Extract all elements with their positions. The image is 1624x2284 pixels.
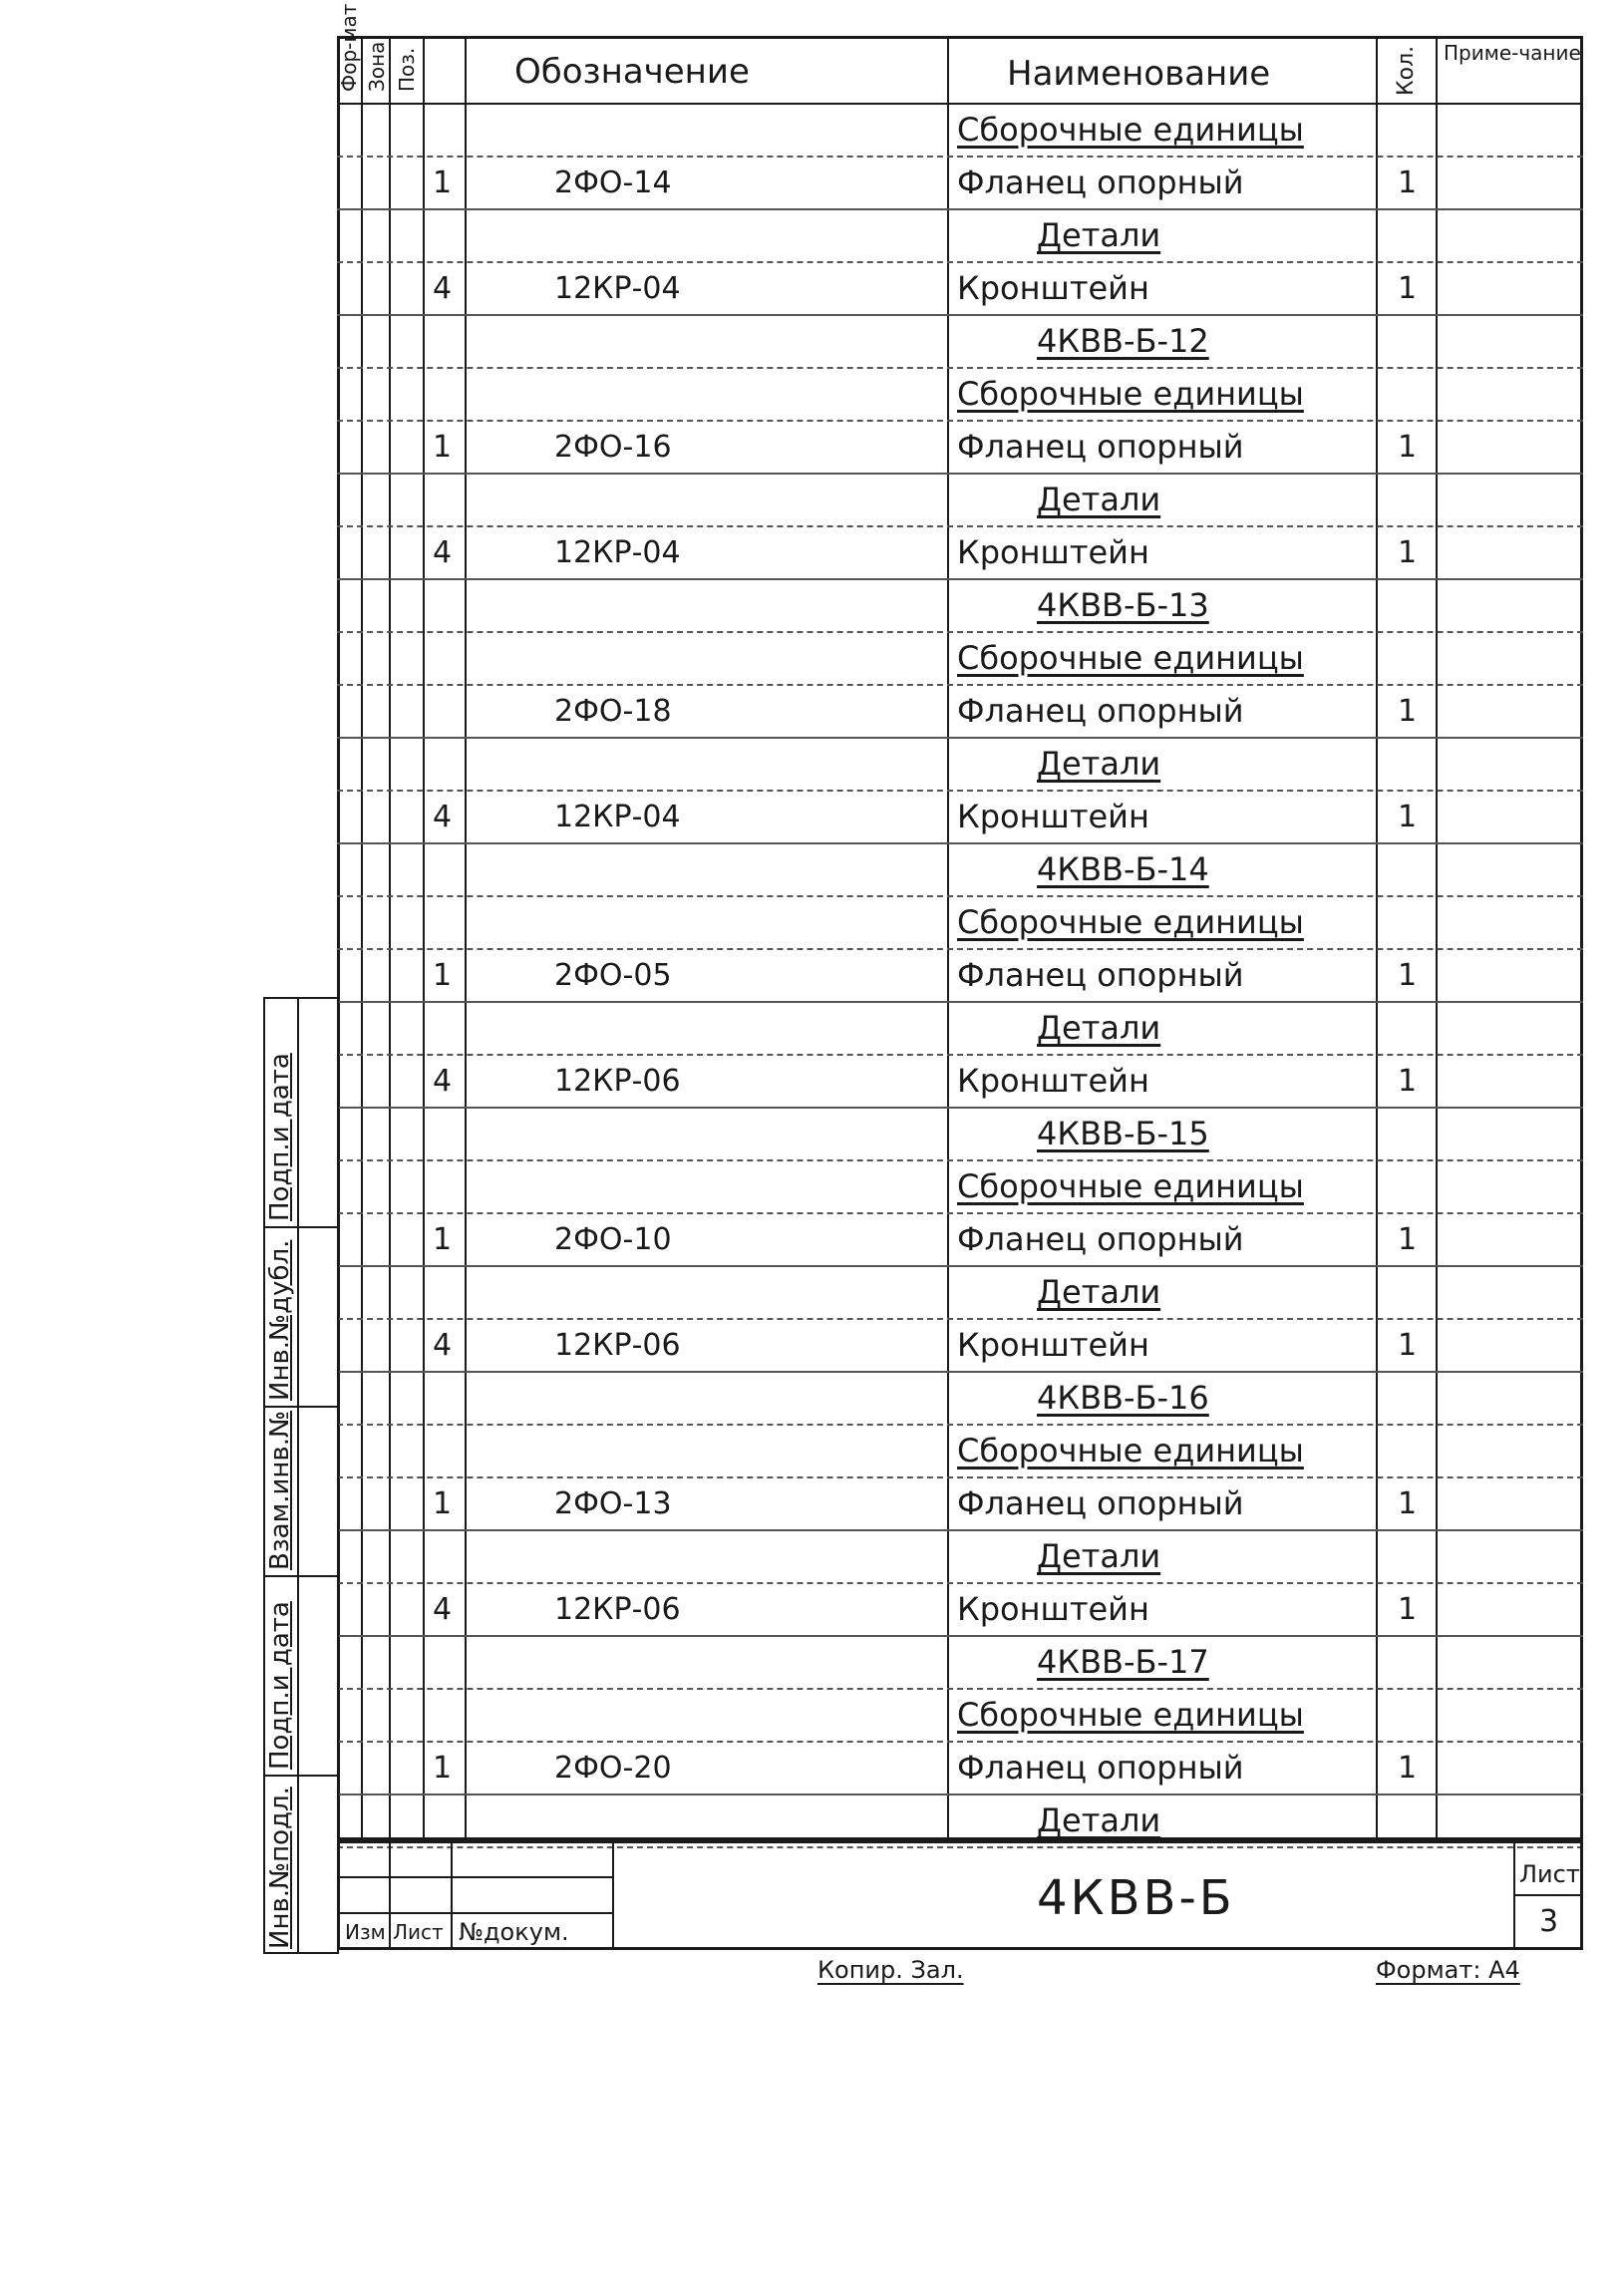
col-designation-line bbox=[465, 36, 467, 1840]
header-format: Фор-мат bbox=[337, 3, 361, 92]
header-name: Наименование bbox=[1007, 54, 1271, 94]
tb-row-2 bbox=[337, 1912, 612, 1914]
row-name: Фланец опорный bbox=[957, 1484, 1244, 1522]
col-pos-line bbox=[423, 36, 425, 1840]
row-line bbox=[337, 1159, 1583, 1161]
row-section-heading: Сборочные единицы bbox=[957, 639, 1304, 677]
row-name: Кронштейн bbox=[957, 1326, 1149, 1364]
row-name: Кронштейн bbox=[957, 533, 1149, 571]
row-designation: 2ФО-18 bbox=[554, 694, 672, 729]
tb-sheet-number: 3 bbox=[1539, 1904, 1559, 1939]
col-qty-line bbox=[1376, 36, 1378, 1840]
row-pos: 4 bbox=[433, 535, 453, 570]
row-section-heading: Сборочные единицы bbox=[957, 375, 1304, 413]
row-section-heading: Детали bbox=[1037, 1009, 1161, 1047]
row-designation: 12КР-04 bbox=[554, 535, 681, 570]
row-pos: 1 bbox=[433, 165, 453, 200]
row-line bbox=[337, 473, 1583, 475]
row-pos: 4 bbox=[433, 800, 453, 834]
row-section-heading: Детали bbox=[1037, 481, 1161, 518]
row-line bbox=[337, 1582, 1583, 1584]
row-pos: 1 bbox=[433, 1222, 453, 1257]
row-line bbox=[337, 1476, 1583, 1478]
row-name: Фланец опорный bbox=[957, 1220, 1244, 1258]
col-zone-line bbox=[389, 36, 391, 1840]
row-name: Кронштейн bbox=[957, 1062, 1149, 1100]
row-designation: 2ФО-16 bbox=[554, 430, 672, 465]
row-line bbox=[337, 261, 1583, 263]
header-note bbox=[1444, 41, 1581, 65]
header-pos: Поз. bbox=[395, 47, 419, 92]
row-section-heading: 4КВВ-Б-12 bbox=[1037, 322, 1209, 360]
row-line bbox=[337, 1371, 1583, 1373]
row-line bbox=[337, 1794, 1583, 1795]
row-pos: 4 bbox=[433, 271, 453, 306]
row-section-heading: Сборочные единицы bbox=[957, 111, 1304, 149]
row-line bbox=[337, 1318, 1583, 1320]
row-line bbox=[337, 367, 1583, 369]
col-name-line bbox=[947, 36, 949, 1840]
side-replace-inv: Взам.инв.№ bbox=[265, 1411, 295, 1570]
row-section-heading: Детали bbox=[1037, 1273, 1161, 1311]
row-line bbox=[337, 948, 1583, 950]
row-line bbox=[337, 208, 1583, 210]
row-section-heading: Детали bbox=[1037, 1801, 1161, 1839]
row-line bbox=[337, 1265, 1583, 1267]
side-stamp-sep-4 bbox=[263, 1775, 339, 1777]
row-name: Фланец опорный bbox=[957, 956, 1244, 994]
row-section-heading: Сборочные единицы bbox=[957, 903, 1304, 941]
row-line bbox=[337, 156, 1583, 158]
row-section-heading: Сборочные единицы bbox=[957, 1696, 1304, 1734]
row-qty: 1 bbox=[1398, 800, 1418, 834]
row-name: Фланец опорный bbox=[957, 428, 1244, 466]
row-section-heading: 4КВВ-Б-15 bbox=[1037, 1115, 1209, 1152]
row-qty: 1 bbox=[1398, 1222, 1418, 1257]
row-designation: 2ФО-13 bbox=[554, 1486, 672, 1521]
row-line bbox=[337, 1001, 1583, 1003]
row-qty: 1 bbox=[1398, 1328, 1418, 1363]
tb-line-2 bbox=[451, 1840, 453, 1950]
tb-format: Формат: А4 bbox=[1376, 1956, 1520, 1984]
row-section-heading: Детали bbox=[1037, 745, 1161, 783]
header-qty: Кол. bbox=[1394, 45, 1419, 96]
row-name: Кронштейн bbox=[957, 1590, 1149, 1628]
tb-sheet-sep bbox=[1513, 1894, 1583, 1896]
row-qty: 1 bbox=[1398, 535, 1418, 570]
row-line bbox=[337, 578, 1583, 580]
tb-docno-label: №докум. bbox=[459, 1918, 569, 1946]
row-section-heading: Сборочные единицы bbox=[957, 1432, 1304, 1469]
row-qty: 1 bbox=[1398, 1486, 1418, 1521]
row-pos: 1 bbox=[433, 430, 453, 465]
row-line bbox=[337, 842, 1583, 844]
header-designation: Обозначение bbox=[514, 52, 750, 92]
row-pos: 1 bbox=[433, 1486, 453, 1521]
row-qty: 1 bbox=[1398, 271, 1418, 306]
header-zone: Зона bbox=[365, 41, 389, 92]
row-pos: 1 bbox=[433, 958, 453, 993]
row-qty: 1 bbox=[1398, 694, 1418, 729]
row-line bbox=[337, 314, 1583, 316]
col-format-line bbox=[361, 36, 363, 1840]
row-designation: 2ФО-20 bbox=[554, 1751, 672, 1786]
row-section-heading: Детали bbox=[1037, 1537, 1161, 1575]
row-designation: 12КР-06 bbox=[554, 1592, 681, 1627]
row-section-heading: 4КВВ-Б-16 bbox=[1037, 1379, 1209, 1417]
row-line bbox=[337, 1635, 1583, 1637]
row-name: Фланец опорный bbox=[957, 692, 1244, 730]
side-sign-date-1: Подп.и дата bbox=[265, 1053, 295, 1221]
row-section-heading: 4КВВ-Б-13 bbox=[1037, 586, 1209, 624]
row-designation: 12КР-06 bbox=[554, 1064, 681, 1099]
row-qty: 1 bbox=[1398, 430, 1418, 465]
row-qty: 1 bbox=[1398, 165, 1418, 200]
tb-list-label: Лист bbox=[393, 1920, 444, 1944]
row-pos: 1 bbox=[433, 1751, 453, 1786]
row-section-heading: Детали bbox=[1037, 216, 1161, 254]
row-name: Кронштейн bbox=[957, 798, 1149, 835]
row-designation: 2ФО-05 bbox=[554, 958, 672, 993]
side-inv-dup: Инв.№дубл. bbox=[265, 1239, 295, 1401]
row-line bbox=[337, 420, 1583, 422]
row-line bbox=[337, 1741, 1583, 1743]
tb-row-1 bbox=[337, 1876, 612, 1878]
side-stamp-sep-1 bbox=[263, 1226, 339, 1228]
row-designation: 2ФО-10 bbox=[554, 1222, 672, 1257]
tb-line-3 bbox=[612, 1840, 614, 1950]
row-section-heading: Сборочные единицы bbox=[957, 1167, 1304, 1205]
row-designation: 12КР-04 bbox=[554, 271, 681, 306]
row-line bbox=[337, 1107, 1583, 1109]
header-bottom-line bbox=[337, 103, 1583, 105]
row-pos: 4 bbox=[433, 1064, 453, 1099]
row-qty: 1 bbox=[1398, 1592, 1418, 1627]
side-stamp-sep-2 bbox=[263, 1406, 339, 1408]
row-name: Фланец опорный bbox=[957, 163, 1244, 201]
row-line bbox=[337, 1054, 1583, 1056]
row-pos: 4 bbox=[433, 1328, 453, 1363]
row-section-heading: 4КВВ-Б-17 bbox=[1037, 1643, 1209, 1681]
row-section-heading: 4КВВ-Б-14 bbox=[1037, 850, 1209, 888]
col-note-line bbox=[1436, 36, 1438, 1840]
row-qty: 1 bbox=[1398, 1751, 1418, 1786]
row-line bbox=[337, 737, 1583, 739]
row-line bbox=[337, 684, 1583, 686]
row-line bbox=[337, 1424, 1583, 1426]
row-line bbox=[337, 790, 1583, 792]
row-line bbox=[337, 1212, 1583, 1214]
row-line bbox=[337, 525, 1583, 527]
row-line bbox=[337, 895, 1583, 897]
side-inv-orig: Инв.№подл. bbox=[265, 1787, 295, 1949]
row-qty: 1 bbox=[1398, 1064, 1418, 1099]
row-qty: 1 bbox=[1398, 958, 1418, 993]
header-note-text: Приме-чание bbox=[1444, 41, 1581, 65]
row-line bbox=[337, 1688, 1583, 1690]
row-line bbox=[337, 1529, 1583, 1531]
tb-copied: Копир. Зал. bbox=[817, 1956, 964, 1984]
tb-designation: 4КВВ-Б bbox=[1037, 1870, 1235, 1926]
tb-line-1 bbox=[389, 1840, 391, 1950]
row-line bbox=[337, 631, 1583, 633]
side-stamp-divider bbox=[297, 997, 299, 1954]
row-pos: 4 bbox=[433, 1592, 453, 1627]
row-designation: 12КР-04 bbox=[554, 800, 681, 834]
tb-izm-label: Изм bbox=[345, 1920, 386, 1944]
tb-sheet-label: Лист bbox=[1519, 1860, 1580, 1888]
row-name: Кронштейн bbox=[957, 269, 1149, 307]
side-sign-date-2: Подп.и дата bbox=[265, 1601, 295, 1770]
row-designation: 12КР-06 bbox=[554, 1328, 681, 1363]
side-stamp-sep-3 bbox=[263, 1575, 339, 1577]
row-name: Фланец опорный bbox=[957, 1749, 1244, 1787]
row-designation: 2ФО-14 bbox=[554, 165, 672, 200]
